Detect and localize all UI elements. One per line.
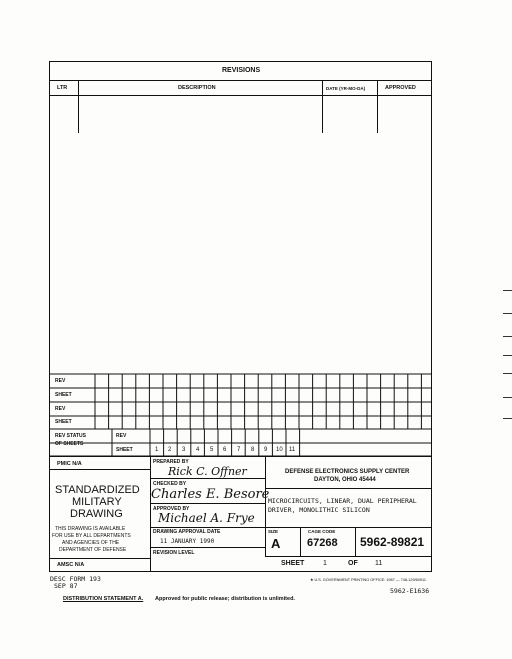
revisions-title: REVISIONS [222, 67, 261, 74]
of-sheets-label: OF SHEETS [55, 441, 84, 447]
distribution-label: DISTRIBUTION STATEMENT A. [63, 596, 144, 602]
prepared-by-signature: Rick C. Offner [168, 465, 247, 478]
approved-by-label: APPROVED BY [153, 506, 190, 512]
document-reference: 5962-E1636 [390, 587, 430, 595]
amsc-label: AMSC N/A [57, 562, 85, 568]
cage-doc-rule [355, 527, 356, 556]
checked-by-signature: Charles E. Besore [151, 487, 270, 502]
approved-by-signature: Michael A. Frye [158, 511, 255, 525]
rev-status-label: REV STATUS [55, 433, 86, 439]
title-block-top-rule [49, 456, 432, 457]
status-sheet-label: SHEET [116, 447, 133, 453]
sheet-number: 6 [223, 447, 227, 453]
size-label: SIZE [268, 529, 279, 534]
document-number: 5962-89821 [360, 535, 425, 549]
center-block-rule [265, 456, 266, 556]
size-value: A [271, 536, 281, 551]
checked-by-label: CHECKED BY [153, 481, 187, 487]
approved-header: APPROVED [385, 85, 416, 91]
rev-row-label-2: REV [55, 406, 66, 412]
checked-rule [150, 503, 265, 504]
sheet-number: 7 [237, 447, 241, 453]
title-rule [265, 527, 432, 528]
form-date: SEP 87 [54, 582, 78, 590]
sheet-number: 9 [264, 447, 268, 453]
sheet-label: SHEET [281, 560, 305, 567]
center-rule [265, 488, 432, 489]
sheet-number: 11 [289, 447, 296, 453]
approval-date-value: 11 JANUARY 1990 [160, 538, 215, 545]
approval-date-label: DRAWING APPROVAL DATE [153, 529, 221, 535]
margin-tick [503, 397, 512, 398]
margin-tick [503, 355, 512, 356]
margin-tick [503, 336, 512, 337]
of-label: OF [348, 560, 358, 567]
amsc-rule [49, 558, 150, 559]
approved-rule [150, 527, 265, 528]
sheet-number: 4 [196, 447, 200, 453]
sheet-row-label-1: SHEET [55, 392, 72, 398]
margin-tick [503, 373, 512, 374]
left-block-rule [150, 456, 151, 572]
standardized-heading: STANDARDIZED [55, 484, 140, 496]
gpo-imprint: ★ U.S. GOVERNMENT PRINTING OFFICE: 1987 — 748-129/60911 [310, 578, 426, 582]
revision-level-label: REVISION LEVEL [153, 550, 195, 556]
prepared-rule [150, 478, 265, 479]
drawing-title-line: DRIVER, MONOLITHIC SILICON [268, 506, 370, 514]
sheet-number: 2 [168, 447, 172, 453]
sheet-row-label-2: SHEET [55, 419, 72, 425]
prepared-by-label: PREPARED BY [153, 459, 189, 465]
cage-code-value: 67268 [307, 537, 338, 549]
pmic-rule [49, 469, 150, 470]
pmic-label: PMIC N/A [57, 461, 82, 467]
availability-line: DEPARTMENT OF DEFENSE [59, 547, 127, 553]
sheet-number: 10 [276, 447, 283, 453]
agency-address: DAYTON, OHIO 45444 [314, 477, 376, 483]
availability-line: AND AGENCIES OF THE [62, 540, 120, 546]
approval-date-rule [150, 547, 265, 548]
date-header: DATE (YR-MO-DA) [326, 86, 366, 91]
of-value: 11 [375, 560, 383, 567]
drawing-heading: DRAWING [70, 508, 123, 520]
sheet-number: 3 [182, 447, 186, 453]
margin-tick [503, 290, 512, 291]
drawing-title-line: MICROCIRCUITS, LINEAR, DUAL PERIPHERAL [268, 497, 417, 505]
description-header: DESCRIPTION [178, 85, 216, 91]
military-heading: MILITARY [72, 496, 122, 508]
agency-name: DEFENSE ELECTRONICS SUPPLY CENTER [285, 469, 410, 475]
size-rule [265, 556, 432, 557]
availability-line: FOR USE BY ALL DEPARTMENTS [52, 533, 131, 539]
sheet-number: 1 [155, 447, 159, 453]
cage-code-label: CAGE CODE [308, 529, 336, 534]
margin-tick [503, 418, 512, 419]
size-cage-rule [300, 527, 301, 556]
margin-tick [503, 313, 512, 314]
sheet-number: 5 [210, 447, 214, 453]
status-rev-label: REV [116, 433, 127, 439]
ltr-header: LTR [57, 85, 68, 91]
sheet-value: 1 [323, 560, 327, 567]
rev-row-label-1: REV [55, 378, 66, 384]
availability-line: THIS DRAWING IS AVAILABLE [55, 526, 126, 532]
sheet-number: 8 [251, 447, 255, 453]
distribution-text: Approved for public release; distribution is unlimited. [155, 596, 295, 602]
form-number: DESC FORM 193 [50, 575, 101, 583]
